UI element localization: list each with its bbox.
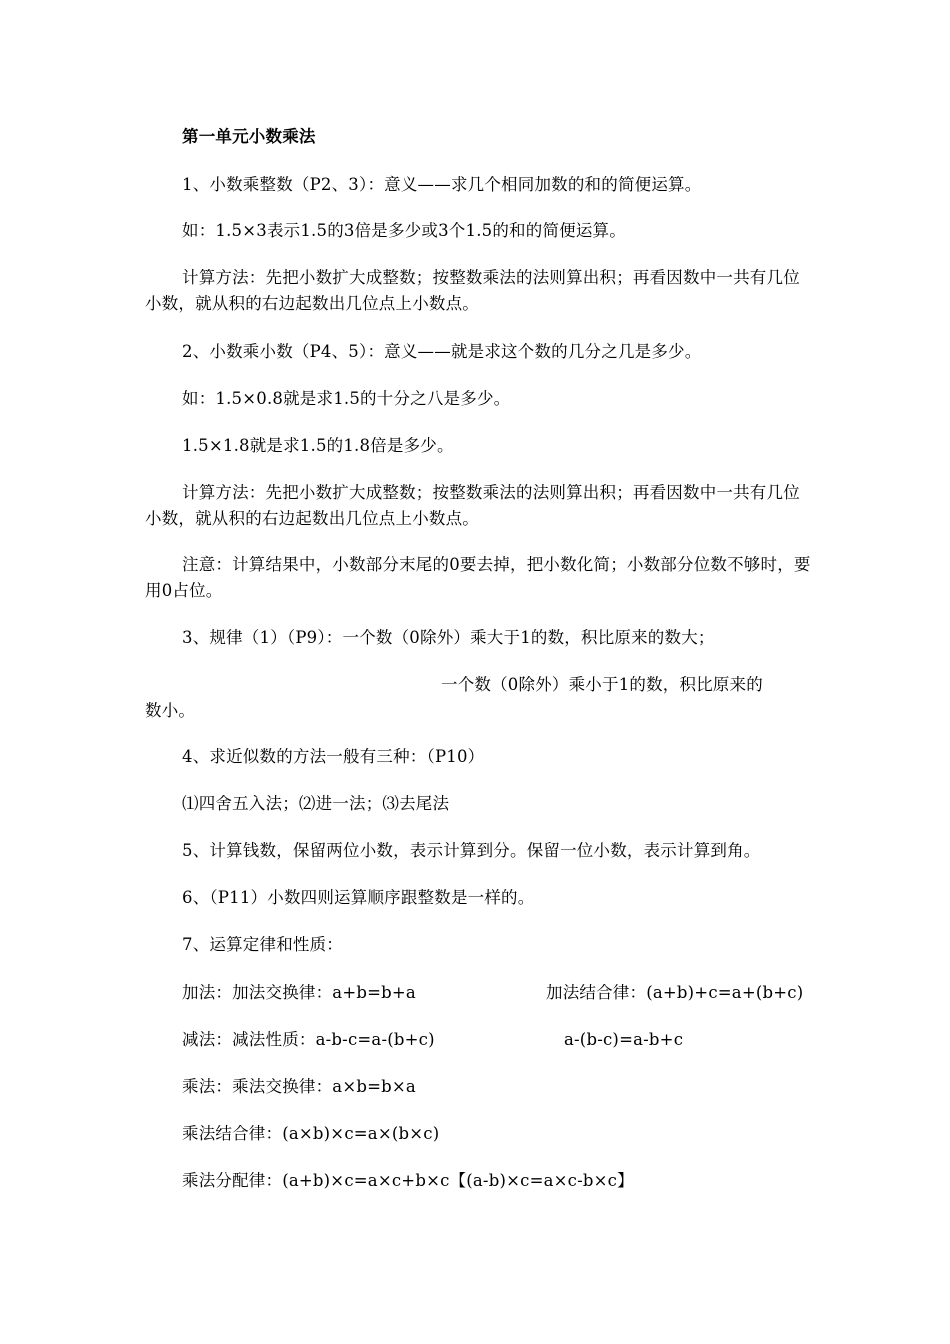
multiplication-associative-law: 乘法结合律：(a×b)×c=a×(b×c) [182, 1124, 440, 1143]
section-2-example-1: 如：1.5×0.8就是求1.5的十分之八是多少。 [182, 389, 511, 408]
section-2-method: 计算方法：先把小数扩大成整数；按整数乘法的法则算出积；再看因数中一共有几位小数，就从积的右边起数出几位点上小数点。 [145, 483, 800, 528]
unit-title: 第一单元小数乘法 [182, 127, 316, 146]
section-4-methods: ⑴四舍五入法；⑵进一法；⑶去尾法 [182, 794, 450, 813]
subtraction-property: 减法：减法性质：a-b-c=a-(b+c) [182, 1030, 435, 1049]
section-1-method: 计算方法：先把小数扩大成整数；按整数乘法的法则算出积；再看因数中一共有几位小数，就从积的右边起数出几位点上小数点。 [145, 268, 800, 313]
section-7-heading: 7、运算定律和性质： [182, 935, 343, 954]
section-1-example: 如：1.5×3表示1.5的3倍是多少或3个1.5的和的简便运算。 [182, 221, 626, 240]
section-5: 5、计算钱数，保留两位小数，表示计算到分。保留一位小数，表示计算到角。 [182, 841, 761, 860]
addition-associative-law: 加法结合律：(a+b)+c=a+(b+c) [546, 983, 804, 1002]
section-2-note: 注意：计算结果中，小数部分末尾的0要去掉，把小数化简；小数部分位数不够时，要用0占位。 [145, 555, 811, 600]
section-3-rule-2: 一个数（0除外）乘小于1的数，积比原来的 [441, 675, 763, 694]
section-2-heading: 2、小数乘小数（P4、5）：意义——就是求这个数的几分之几是多少。 [182, 342, 702, 361]
section-3-rule-2-cont: 数小。 [145, 701, 196, 720]
multiplication-distributive-law: 乘法分配律：(a+b)×c=a×c+b×c【(a-b)×c=a×c-b×c】 [182, 1171, 634, 1190]
section-2-example-2: 1.5×1.8就是求1.5的1.8倍是多少。 [182, 436, 454, 455]
section-4-heading: 4、求近似数的方法一般有三种：（P10） [182, 747, 485, 766]
subtraction-property-2: a-(b-c)=a-b+c [564, 1030, 684, 1049]
section-6: 6、（P11）小数四则运算顺序跟整数是一样的。 [182, 888, 535, 907]
section-3-rule-1: 3、规律（1）（P9）：一个数（0除外）乘大于1的数，积比原来的数大； [182, 628, 715, 647]
addition-commutative-law: 加法：加法交换律：a+b=b+a [182, 983, 416, 1002]
section-1-heading: 1、小数乘整数（P2、3）：意义——求几个相同加数的和的简便运算。 [182, 175, 702, 194]
multiplication-commutative-law: 乘法：乘法交换律：a×b=b×a [182, 1077, 416, 1096]
